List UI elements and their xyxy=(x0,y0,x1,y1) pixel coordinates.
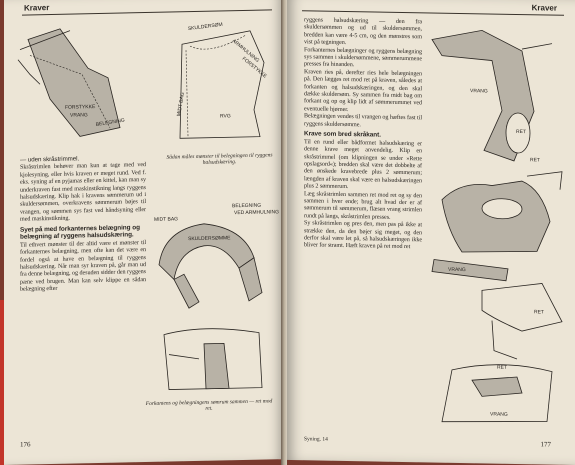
left-text-column xyxy=(20,153,146,294)
fig-label-4: RET xyxy=(534,309,544,316)
fig-label-1: RET xyxy=(516,128,526,136)
fig2-label-2: FORSTYKKE xyxy=(240,55,268,80)
fig-collar-piece xyxy=(432,30,552,164)
fig-yoke-facing xyxy=(154,202,279,309)
fig-label-0: VRANG xyxy=(470,88,488,95)
fig1-label-1: VRANG xyxy=(70,112,88,119)
right-para-4: Belægningen vendes til vrangen og hæftes fast til ryggens skuldersømme. xyxy=(304,113,422,128)
book-gutter xyxy=(281,0,287,465)
left-running-head: Kraver xyxy=(24,3,50,13)
fig-front-facing xyxy=(18,27,125,137)
fig-label-5: RET xyxy=(497,364,507,371)
fig-back-pattern xyxy=(176,21,268,139)
signature-mark: Syning. 14 xyxy=(304,436,328,443)
right-section-title: Krave som bred skråkant. xyxy=(304,130,381,139)
fig2-label-1: ARMHULNING xyxy=(230,38,261,64)
right-header-rule xyxy=(302,10,564,16)
fig3-label-1: BELEGNING xyxy=(232,202,262,210)
left-para-2: Til ethvert mønster til der altid være et mønster til forkanternes belægning, men ofte kan det være en fordel også at have en belægning til ryggens halsudskæring. Når man syr kraven på, går man ud fra denne belægning, og desuden sidder den ryggens pæne ved brugen. Man kan selv klippe en sådan belægning efter xyxy=(20,239,146,293)
right-illustrations xyxy=(422,19,572,432)
right-para-3: Kraven ries på, derefter ries hele belægningen på. Den lægges ret mod ret på kraven, således at forkanten og halsudskæringen, og den skal dække skuldersøm. Sy sammen fra midt bag om forkant og op og klip lidt af sømmerummet ved eventuelle hjørner. xyxy=(304,69,422,113)
left-section-title: — uden skråstrimmel. xyxy=(20,155,80,164)
left-para-1: Skråstrimlen behøver man kun at tage med ved kjolesyning, eller hvis kraven er meget rund. Ved f. eks. syning af en pyjamas eller en kittel, kan man sy underkraven fast med maskinstikning langs ryggens halsudskæring. Klip hak i kravens sømmerum ud i skuldersømmen, overkravens sømmerum bøjes til vrangen, og sømmen sys fast ved håndsyning eller med maskinstikning. xyxy=(20,162,146,223)
left-top-illustrations xyxy=(10,14,275,150)
fig2-label-0: SKULDERSØM xyxy=(187,21,224,33)
fig2-caption: Sådan måles mønster til belegningen til ryggens halsudskæring. xyxy=(166,152,273,167)
right-para-6: Læg skråstrimlen sammen ret mod ret og sy den sammen i hver ende; brug alt hvad der er af sømmerum til sømmerum, flæsen vrang strimlen rundt på langs, skråstrimlen presses. xyxy=(304,190,422,221)
fig-garment-front xyxy=(442,170,562,254)
right-para-5: Til en rund eller bådformet halsudskæring er denne krave meget anvendelig. Klip en skråstrimmel (om klipningen se under »Rette opslagsord«); bredden skal være det dobbelte af den ønskede kravebrede plus 2 sømmerum; længden af kraven skal være en halsudskæringen plus 2 sømmerum. xyxy=(304,138,422,191)
fig2-label-3: MIDT BAG xyxy=(176,91,187,117)
left-bottom-illustrations xyxy=(144,182,279,410)
fig3-label-0: MIDT BAG xyxy=(154,216,179,223)
fig-collar-neck xyxy=(482,282,562,359)
right-para-2: Forkanternes belægninger og ryggens belægning sys sammen i skuldersømmene, sømmerummene presses fra hinanden. xyxy=(304,46,422,69)
right-text-column xyxy=(304,17,422,252)
fig1-label-2: BELEGNING xyxy=(95,117,126,129)
right-folio: 177 xyxy=(540,440,551,449)
fig2-label-4: RVG xyxy=(219,113,231,120)
fig-front-seam xyxy=(164,328,262,390)
right-para-1: ryggens halsudskæring — den fra skuldersømmen og ud til skuldersømmen, bredden kan være 4-5 cm, og den mønstres som vist på tegningen. xyxy=(304,17,422,47)
fig-label-3: VRANG xyxy=(448,266,466,274)
fig-collar-finish xyxy=(442,364,552,424)
left-folio: 176 xyxy=(20,440,31,449)
fig-label-2: RET xyxy=(530,157,540,164)
fig-bias-strip xyxy=(432,260,508,281)
fig1-label-0: FORSTYKKE xyxy=(65,104,96,111)
right-running-head: Kraver xyxy=(531,3,557,13)
right-para-7: Sy skråstrimlen og pres den, men pas på ikke at strække den, da den bøjer sig meget, og den derfor skal være let på, så halsudskæringen ikke bliver for stramt. Hæft kraven på ret mod ret xyxy=(304,220,422,251)
fig5-caption: Forkantens og belægningens sømrum sammen — ret mod ret. xyxy=(145,398,273,413)
fig3-label-2: VED ARMHULNING xyxy=(234,209,279,217)
right-page xyxy=(284,0,575,465)
left-page xyxy=(4,0,284,465)
fig3-label-3: SKULDERSØMME xyxy=(188,235,231,243)
left-section2-title: Syet på med forkanternes belægning og belægning af ryggens halsudskæring. xyxy=(20,223,140,241)
fig-label-6: VRANG xyxy=(490,411,508,418)
